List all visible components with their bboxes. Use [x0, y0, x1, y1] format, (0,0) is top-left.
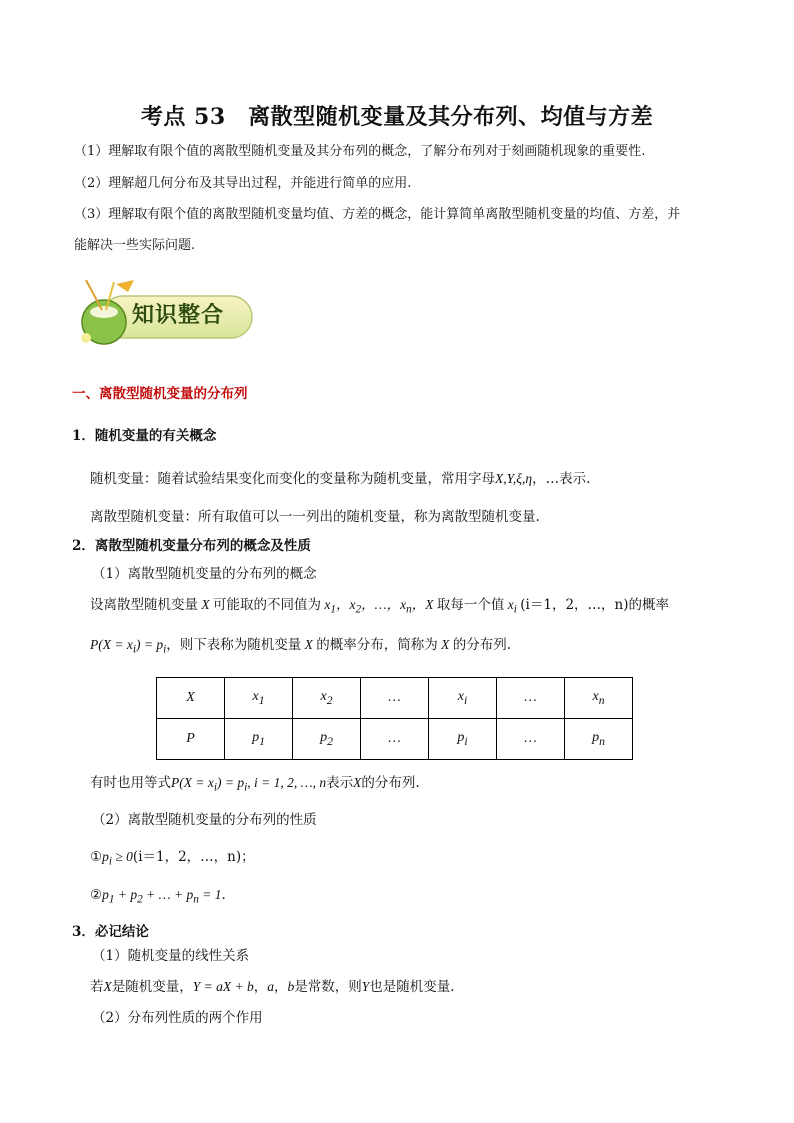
objective-1: （1）理解取有限个值的离散型随机变量及其分布列的概念，了解分布列对于刻画随机现象的重要性.: [74, 144, 646, 159]
property-1: $①p_i \ge 0(i=1$，2，…，n)；: [90, 849, 255, 868]
table-row: [157, 678, 633, 719]
table-cell: …: [361, 678, 429, 719]
table-cell: …: [361, 719, 429, 760]
subheading-3: （1）随机变量的线性关系: [92, 948, 250, 964]
heading-3: 3．必记结论: [72, 924, 149, 940]
para-probability: $P(X = x_i) = p_i$，则下表称为随机变量 X 的概率分布，简称为 X 的分布列.: [90, 637, 512, 656]
subheading-2: （2）离散型随机变量的分布列的性质: [92, 812, 317, 828]
table-cell: $x_i$: [429, 678, 497, 719]
table-cell: …: [497, 678, 565, 719]
objective-3: （3）理解取有限个值的离散型随机变量均值、方差的概念，能计算简单离散型随机变量的均值、方差，并: [74, 207, 681, 222]
para-equation: 有时也用等式$P(X = x_i) = p_i$, i = 1, 2, …, n表示X的分布列.: [90, 775, 420, 794]
para-random-variable: 随机变量：随着试验结果变化而变化的变量称为随机变量，常用字母X,Y,ξ,η，…表示.: [90, 471, 591, 487]
table-cell: $p_1$: [225, 719, 293, 760]
para-linear: 若X是随机变量，Y = aX + b，a，b是常数，则Y也是随机变量.: [90, 979, 455, 995]
subheading-1: （1）离散型随机变量的分布列的概念: [92, 566, 317, 582]
table-cell: X: [157, 678, 225, 719]
para-definition: 设离散型随机变量 X 可能取的不同值为 $x_1$，$x_2$，…，$x_n$，X 取每一个值 $x_i$ (i＝1，2，…，n)的概率: [90, 597, 669, 616]
table-cell: …: [497, 719, 565, 760]
table-cell: $p_2$: [293, 719, 361, 760]
objective-2: （2）理解超几何分布及其导出过程，并能进行简单的应用.: [74, 176, 412, 191]
banner-label: 知识整合: [132, 303, 225, 328]
table-cell: $x_1$: [225, 678, 293, 719]
table-cell: $p_i$: [429, 719, 497, 760]
subheading-4: （2）分布列性质的两个作用: [92, 1010, 263, 1026]
table-cell: $x_n$: [565, 678, 633, 719]
table-cell: P: [157, 719, 225, 760]
page-title: 考点 53 离散型随机变量及其分布列、均值与方差: [140, 104, 654, 130]
table-row: [157, 719, 633, 760]
table-cell: $x_2$: [293, 678, 361, 719]
property-2: $②p_1 + p_2$ + … + $p_n = 1$.: [90, 887, 226, 906]
knowledge-banner: [72, 276, 258, 346]
section-heading: 一、离散型随机变量的分布列: [72, 386, 248, 402]
heading-1: 1．随机变量的有关概念: [72, 428, 217, 444]
para-discrete-rv: 离散型随机变量：所有取值可以一一列出的随机变量，称为离散型随机变量.: [90, 509, 540, 525]
distribution-table: [156, 677, 633, 760]
objective-3-cont: 能解决一些实际问题.: [74, 238, 196, 253]
heading-2: 2．离散型随机变量分布列的概念及性质: [72, 538, 311, 554]
table-cell: $p_n$: [565, 719, 633, 760]
